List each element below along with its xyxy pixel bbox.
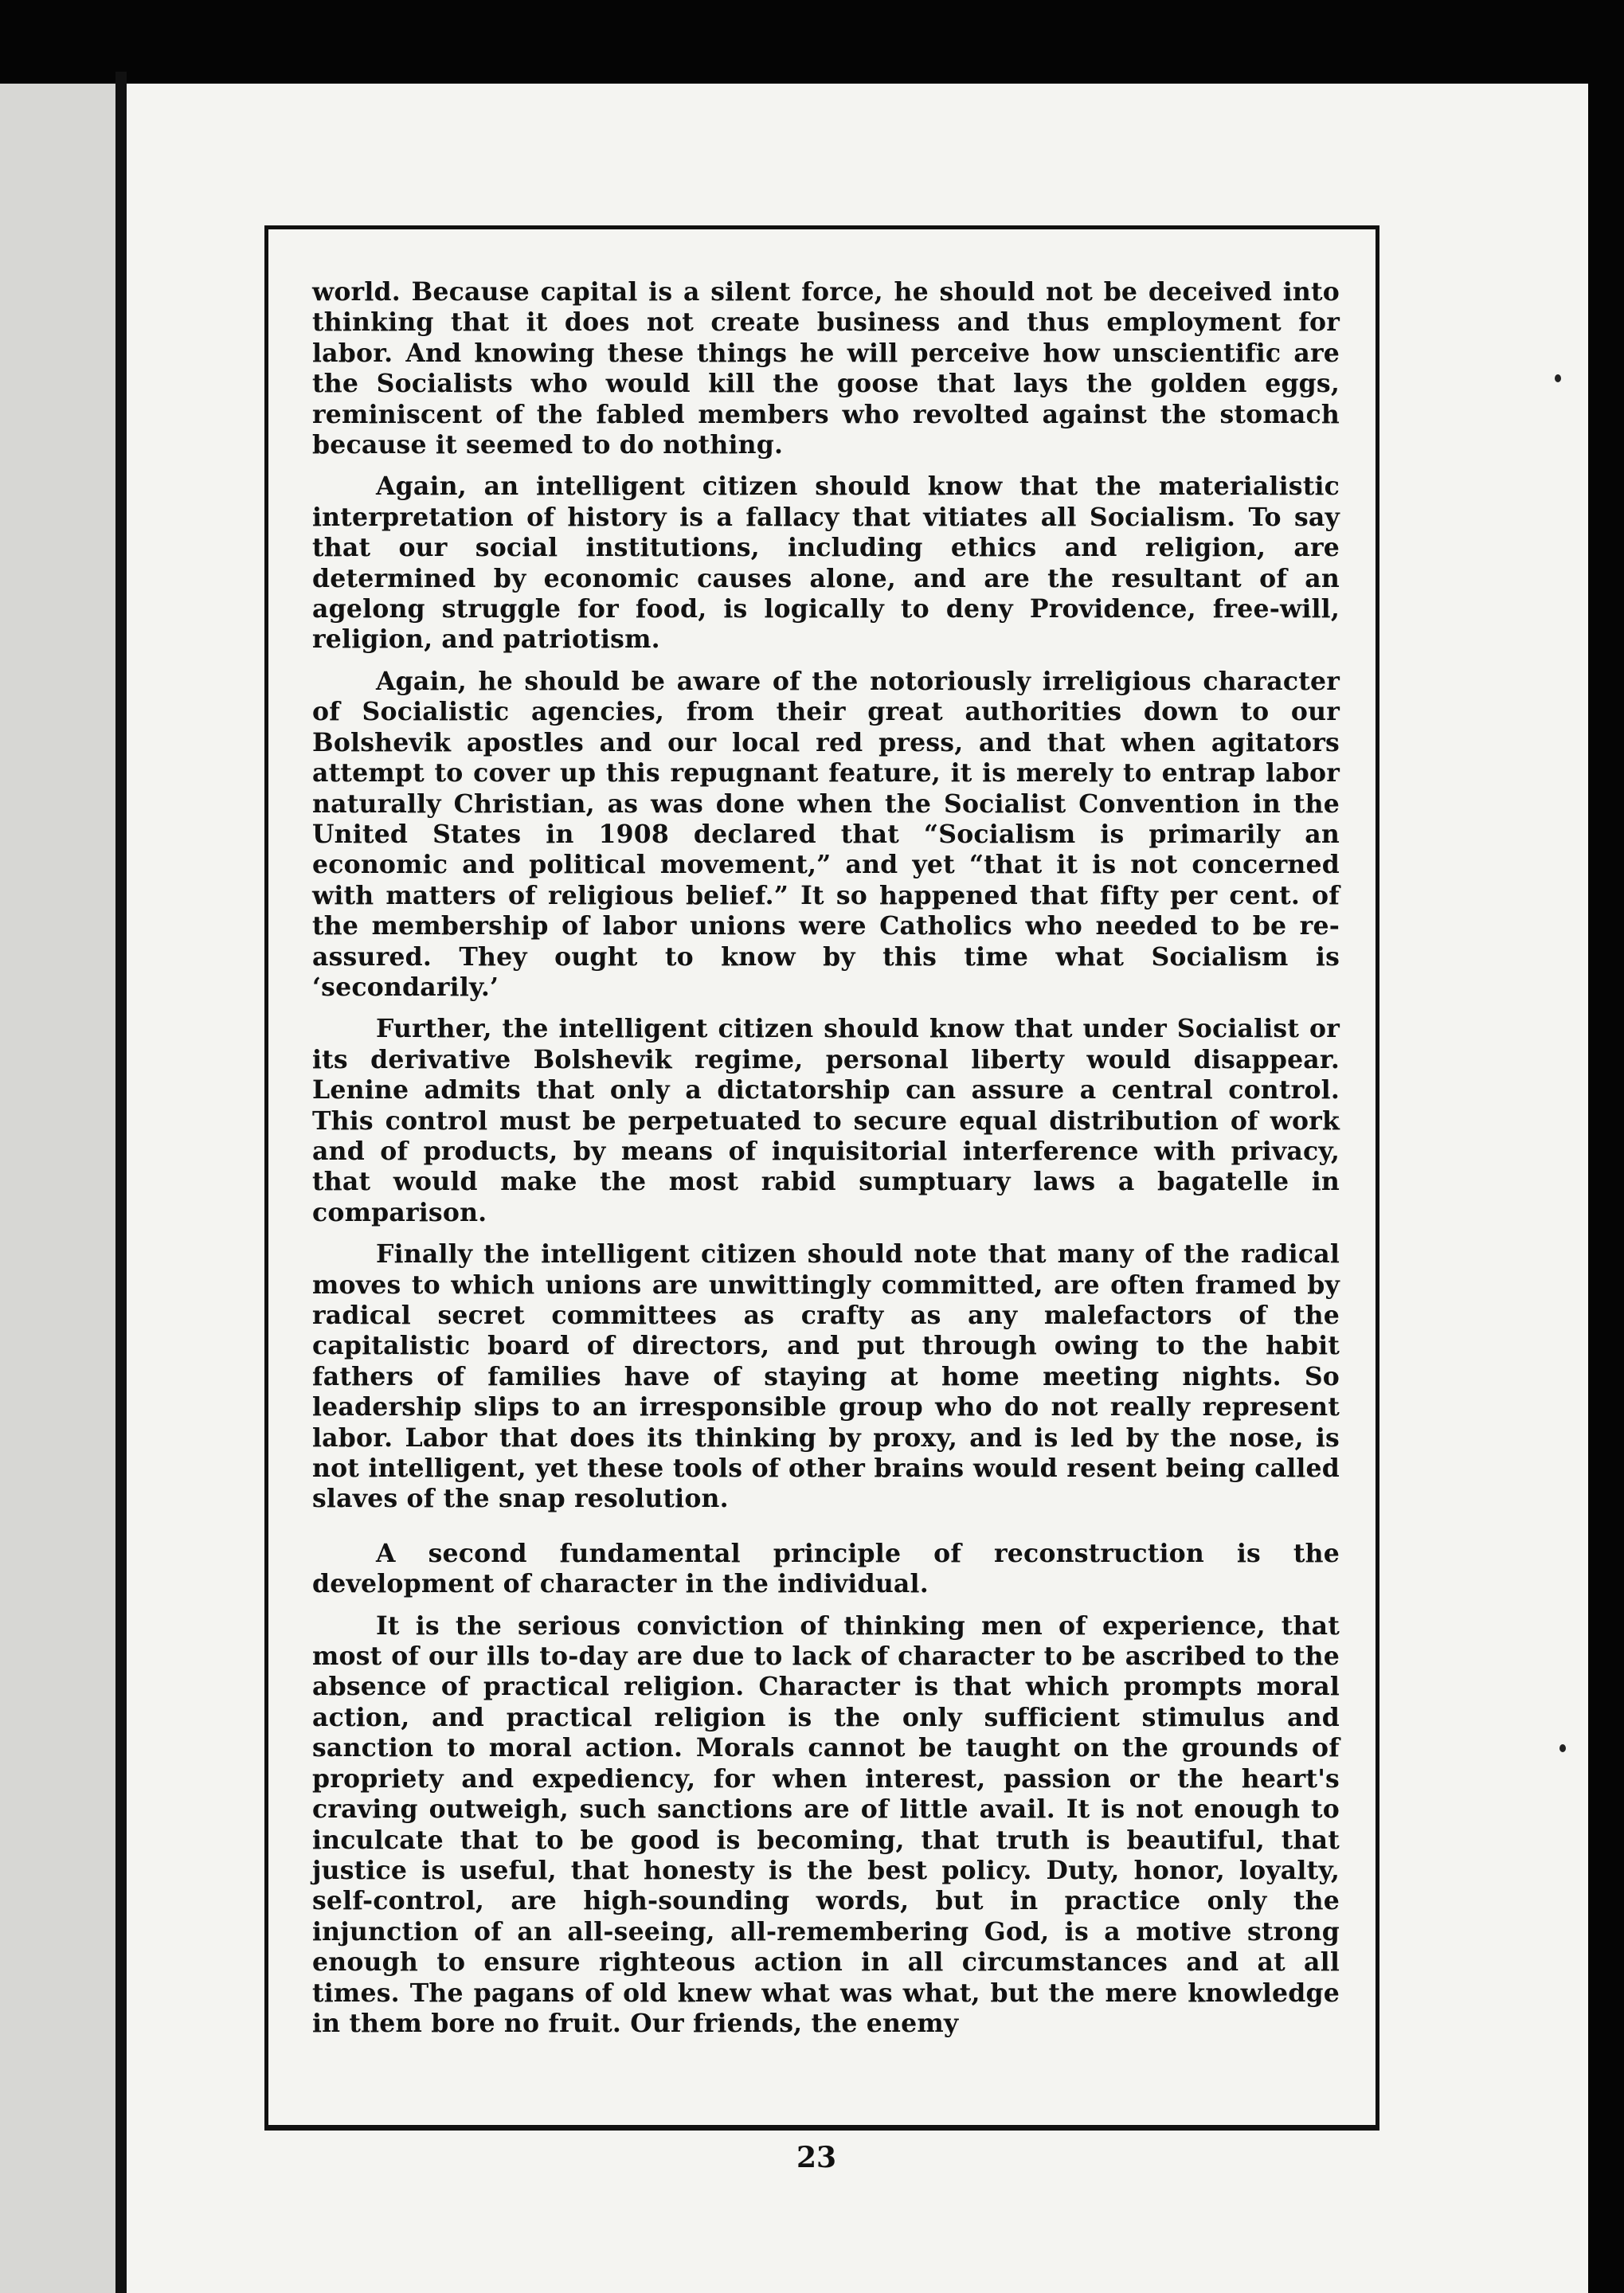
page-number: 23 (796, 2141, 837, 2174)
body-text (312, 277, 1340, 2039)
scan-speck (1559, 1744, 1566, 1752)
scan-speck (1555, 374, 1561, 382)
paragraph-second-principle: A second fundamental principle of reconstruction is the development of character in the individual. (312, 1538, 1340, 1599)
paragraph-irreligious-character: Again, he should be aware of the notoriously irreligious character of Socialistic agencies, from their great authorities down to our Bolshevik apostles and our local red press, and that when agitators attempt to cover up this repugnant feature, it is merely to entrap labor naturally Christian, as was done when the Socialist Convention in the United States in 1908 declared that “Socialism is primarily an economic and political movement,” and yet “that it is not concerned with matters of religious belief.” It so happened that fifty per cent. of the membership of labor unions were Catholics who needed to be re-assured. They ought to know by this time what Socialism is ‘secondarily.’ (312, 666, 1340, 1002)
paragraph-character: It is the serious conviction of thinking men of experience, that most of our ills to-day are due to lack of character to be ascribed to the absence of practical religion. Character is that which prompts moral action, and practical religion is the only sufficient stimulus and sanction to moral action. Morals cannot be taught on the grounds of propriety and expediency, for when interest, passion or the heart's craving outweigh, such sanctions are of little avail. It is not enough to inculcate that to be good is becoming, that truth is beautiful, that justice is useful, that honesty is the best policy. Duty, honor, loyalty, self-control, are high-sounding words, but in practice only the injunction of an all-seeing, all-remembering God, is a motive strong enough to ensure righteous action in all circumstances and at all times. The pagans of old knew what was what, but the mere knowledge in them bore no fruit. Our friends, the enemy (312, 1610, 1340, 2038)
paragraph-personal-liberty: Further, the intelligent citizen should know that under Socialist or its derivative Bolshevik regime, personal liberty would disappear. Lenine admits that only a dictatorship can assure a central control. This control must be perpetuated to secure equal distribution of work and of products, by means of inquisitorial interference with privacy, that would make the most rabid sumptuary laws a bagatelle in comparison. (312, 1014, 1340, 1227)
scan-top-border (0, 0, 1624, 84)
facing-page-edge (0, 84, 115, 2293)
paragraph-radical-moves: Finally the intelligent citizen should note that many of the radical moves to which unions are unwittingly committed, are often framed by radical secret committees as crafty as any malefactors of the capitalistic board of directors, and put through owing to the habit fathers of families have of staying at home meeting nights. So leadership slips to an irresponsible group who do not really represent labor. Labor that does its thinking by proxy, and is led by the nose, is not intelligent, yet these tools of other brains would resent being called slaves of the snap resolution. (312, 1239, 1340, 1514)
book-spine-shadow (115, 72, 127, 2293)
scan-right-border (1588, 0, 1624, 2293)
paragraph-continuation: world. Because capital is a silent force, he should not be deceived into thinking that it does not create business and thus employment for labor. And knowing these things he will perceive how unscientific are the Socialists who would kill the goose that lays the golden eggs, reminiscent of the fabled members who revolted against the stomach because it seemed to do nothing. (312, 277, 1340, 460)
paragraph-materialistic-interpretation: Again, an intelligent citizen should know that the materialistic interpretation of history is a fallacy that vitiates all Socialism. To say that our social institutions, including ethics and religion, are determined by economic causes alone, and are the resultant of an agelong struggle for food, is logically to deny Providence, free-will, religion, and patriotism. (312, 472, 1340, 655)
